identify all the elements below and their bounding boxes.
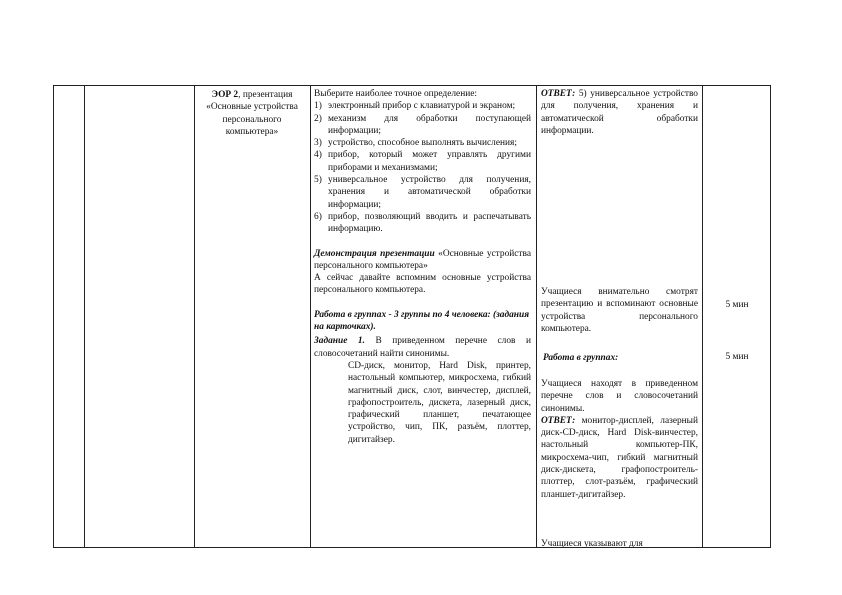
teacher-activity-cell: [310, 86, 536, 547]
time-value-1: 5 мин: [725, 300, 749, 310]
answer-text: 5) универсальное устройство для получения, хранения и автоматической обработки информации.: [541, 89, 698, 136]
option-item: 4) прибор, который может управлять другими приборами и механизмами;: [314, 150, 531, 173]
presentation-title: «Основные устройства персонального компьютера»: [206, 102, 298, 137]
resources-cell: [194, 86, 310, 547]
demo-label: Демонстрация презентации: [314, 248, 435, 259]
answer-paragraph: [541, 88, 698, 137]
demo-response: Учащиеся внимательно смотрят презентацию и вспоминают основные устройства персонального компьютера.: [541, 287, 698, 334]
task-paragraph: [314, 335, 531, 360]
column-divider-1: [84, 86, 85, 547]
answer2-text: монитор-дисплей, лазерный диск-CD-диск, Hard Disk-винчестер, настольный компьютер-ПК, микросхема-чип, гибкий магнитный диск-дискета, графопостроитель-плоттер, слот-разъём, графический планшет-дигитайзер.: [541, 415, 698, 500]
resource-eor-line: [197, 89, 307, 101]
option-item: 5) универсальное устройство для получения, хранения и автоматической обработки информации;: [314, 175, 531, 210]
answer2-label: ОТВЕТ:: [541, 415, 576, 426]
group-work-heading: Работа в группах - 3 группы по 4 человека: (задания на карточках).: [314, 309, 530, 333]
eor-label: ЭОР 2: [211, 90, 239, 100]
demo-paragraph: [314, 248, 531, 273]
time-value-2: 5 мин: [725, 352, 749, 362]
option-item: 1) электронный прибор с клавиатурой и экраном;: [314, 101, 516, 112]
demo-text: А сейчас давайте вспомним основные устройства персонального компьютера.: [314, 273, 531, 296]
option-item: 3) устройство, способное выполнять вычисления;: [314, 138, 517, 149]
lesson-table: [53, 85, 771, 548]
answer-label: ОТВЕТ:: [541, 89, 576, 99]
answer2-paragraph: [541, 415, 698, 501]
option-item: 6) прибор, позволяющий вводить и распечатывать информацию.: [314, 211, 531, 235]
demo-title: «Основные устройства персонального компьютера»: [314, 248, 531, 271]
eor-rest: , презентация: [238, 90, 293, 100]
group-work-label: Работа в группах:: [543, 353, 619, 363]
find-block: [541, 378, 698, 501]
question-text: Выберите наиболее точное определение:: [314, 89, 477, 99]
task-word-list: CD-диск, монитор, Hard Disk, принтер, настольный компьютер, микросхема, гибкий магнитный диск, слот, винчестер, дисплей, графопостроитель, дискета, лазерный диск, графический планшет, печатающее устройство, чип, ПК, разъём, плоттер, дигитайзер.: [348, 360, 531, 445]
task-text: В приведенном перечне слов и словосочетаний найти синонимы.: [314, 336, 531, 359]
task-label: Задание 1.: [314, 336, 365, 347]
find-text: Учащиеся находят в приведенном перечне слов и словосочетаний синонимы.: [541, 379, 698, 414]
last-line: Учащиеся указывают для: [541, 539, 643, 547]
option-item: 2) механизм для обработки поступающей информации;: [314, 113, 531, 136]
time-cell: [702, 86, 772, 547]
definition-options-list: [314, 100, 531, 235]
student-activity-cell: [536, 86, 702, 547]
